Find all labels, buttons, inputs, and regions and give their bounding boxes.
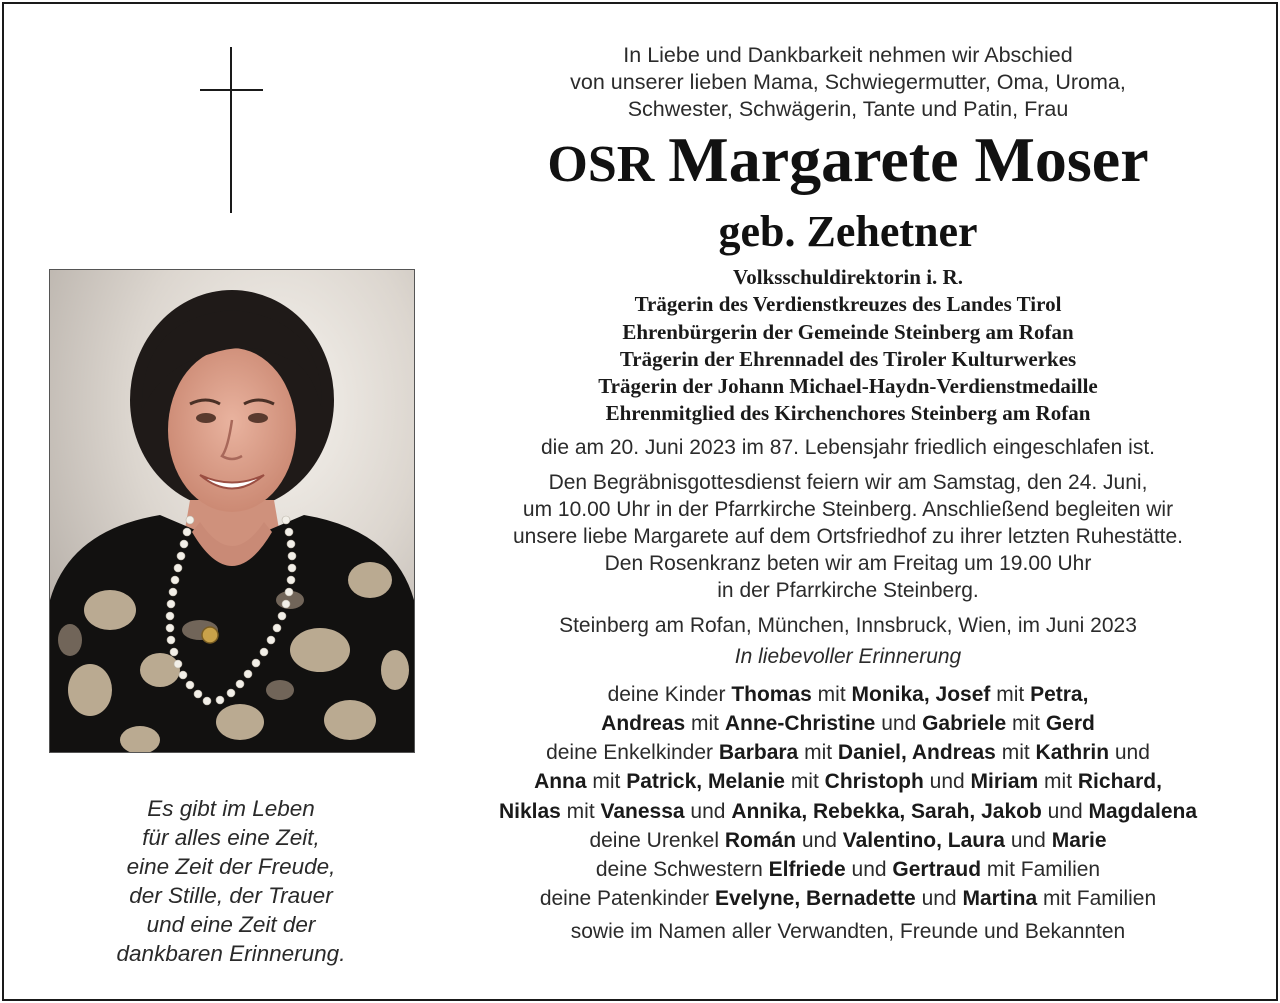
cross-horizontal-bar [200,89,263,91]
family-member-name: Vanessa [600,799,685,823]
family-member-name: Magdalena [1088,799,1198,823]
family-line [442,855,1254,884]
family-relation-text: mit [1006,711,1046,735]
family-list [442,680,1254,914]
maiden-name: geb. Zehetner [718,207,978,256]
family-relation-text: deine Kinder [607,682,732,706]
funeral-line: um 10.00 Uhr in der Pfarrkirche Steinberg. Anschließend begleiten wir [522,497,1174,521]
family-relation-text: deine Enkelkinder [546,741,719,765]
portrait-photo [49,269,415,753]
family-relation-text: und [1004,828,1052,852]
rosary-line: Den Rosenkranz beten wir am Freitag um 19.00 Uhr [604,551,1092,575]
family-member-name: Thomas [731,682,812,706]
family-relation-text: mit [685,711,725,735]
family-member-name: Niklas [498,799,561,823]
family-member-name: Miriam [970,770,1039,794]
family-member-name: Barbara [718,741,799,765]
title-line: Ehrenmitglied des Kirchenchores Steinberg am Rofan [605,401,1091,426]
family-member-name: Petra, [1030,682,1089,706]
name-main: Margarete Moser [668,124,1149,195]
poem-line: Es gibt im Leben [147,796,315,821]
notice-text [442,42,1254,945]
poem-line: für alles eine Zeit, [142,825,320,850]
poem-line: und eine Zeit der [146,912,316,937]
family-member-name: Martina [962,887,1038,911]
memory-line: In liebevoller Erinnerung [734,644,962,668]
family-relation-text: und [1109,741,1150,765]
family-line [442,884,1254,913]
family-relation-text: deine Urenkel [589,828,725,852]
family-member-name: Gerd [1045,711,1095,735]
intro-line: In Liebe und Dankbarkeit nehmen wir Abschied [623,43,1073,67]
family-relation-text: mit [798,741,838,765]
title-line: Trägerin der Ehrennadel des Tiroler Kulturwerkes [619,346,1077,371]
family-member-name: Gabriele [922,711,1007,735]
name-prefix: OSR [547,136,655,193]
family-member-name: Evelyne, Bernadette [714,887,916,911]
poem-line: der Stille, der Trauer [129,883,333,908]
poem-line: eine Zeit der Freude, [126,854,336,879]
intro-line: Schwester, Schwägerin, Tante und Patin, Frau [627,97,1069,121]
family-member-name: Monika, Josef [851,682,991,706]
deceased-name [442,124,1254,210]
family-relation-text: und [915,887,963,911]
family-member-name: Valentino, Laura [842,828,1005,852]
family-member-name: Daniel, Andreas [837,741,996,765]
family-line [442,797,1254,826]
place-date: Steinberg am Rofan, München, Innsbruck, Wien, im Juni 2023 [559,613,1137,637]
family-member-name: Anne-Christine [724,711,876,735]
closing-line: sowie im Namen aller Verwandten, Freunde und Bekannten [570,920,1126,944]
family-relation-text: und [1041,799,1089,823]
honorary-titles [442,264,1254,428]
intro-line: von unserer lieben Mama, Schwiegermutter, Oma, Uroma, [570,70,1126,94]
family-relation-text: und [875,711,923,735]
family-line [442,738,1254,767]
title-line: Trägerin des Verdienstkreuzes des Landes Tirol [634,292,1062,317]
title-line: Ehrenbürgerin der Gemeinde Steinberg am Rofan [622,319,1074,344]
family-relation-text: deine Schwestern [595,858,769,881]
title-line: Trägerin der Johann Michael-Haydn-Verdienstmedaille [598,374,1098,399]
poem-line: dankbaren Erinnerung. [116,941,346,966]
family-member-name: Marie [1051,828,1107,852]
family-relation-text: mit [1038,770,1078,794]
funeral-line: Den Begräbnisgottesdienst feiern wir am Samstag, den 24. Juni, [548,470,1148,494]
family-relation-text: mit Familien [981,858,1101,881]
rosary-line: in der Pfarrkirche Steinberg. [717,578,979,602]
family-line [442,709,1254,738]
family-member-name: Elfriede [768,858,846,881]
family-line [442,826,1254,855]
family-line [442,767,1254,796]
obituary-notice [2,2,1278,1001]
family-relation-text: und [845,858,893,881]
family-relation-text: mit Familien [1037,887,1157,911]
cross-vertical-bar [230,47,232,213]
family-relation-text: und [923,770,971,794]
family-member-name: Christoph [824,770,924,794]
family-member-name: Andreas [601,711,686,735]
portrait-illustration [50,270,414,752]
family-relation-text: deine Patenkinder [539,887,715,911]
family-line [442,680,1254,709]
family-relation-text: mit [784,770,825,794]
passing-text: die am 20. Juni 2023 im 87. Lebensjahr friedlich eingeschlafen ist. [540,435,1156,459]
family-member-name: Patrick, Melanie [626,770,785,794]
family-member-name: Gertraud [892,858,982,881]
family-relation-text: mit [560,799,601,823]
family-member-name: Kathrin [1035,741,1110,765]
family-relation-text: mit [811,682,852,706]
poem [49,794,413,968]
title-line: Volksschuldirektorin i. R. [733,265,963,289]
family-member-name: Annika, Rebekka, Sarah, Jakob [731,799,1042,823]
family-relation-text: mit [586,770,627,794]
family-member-name: Román [724,828,797,852]
funeral-line: unsere liebe Margarete auf dem Ortsfriedhof zu ihrer letzten Ruhestätte. [512,524,1183,548]
family-relation-text: mit [995,741,1036,765]
family-relation-text: mit [990,682,1031,706]
family-member-name: Richard, [1077,770,1162,794]
family-relation-text: und [796,828,843,852]
family-member-name: Anna [534,770,587,794]
family-relation-text: und [684,799,732,823]
